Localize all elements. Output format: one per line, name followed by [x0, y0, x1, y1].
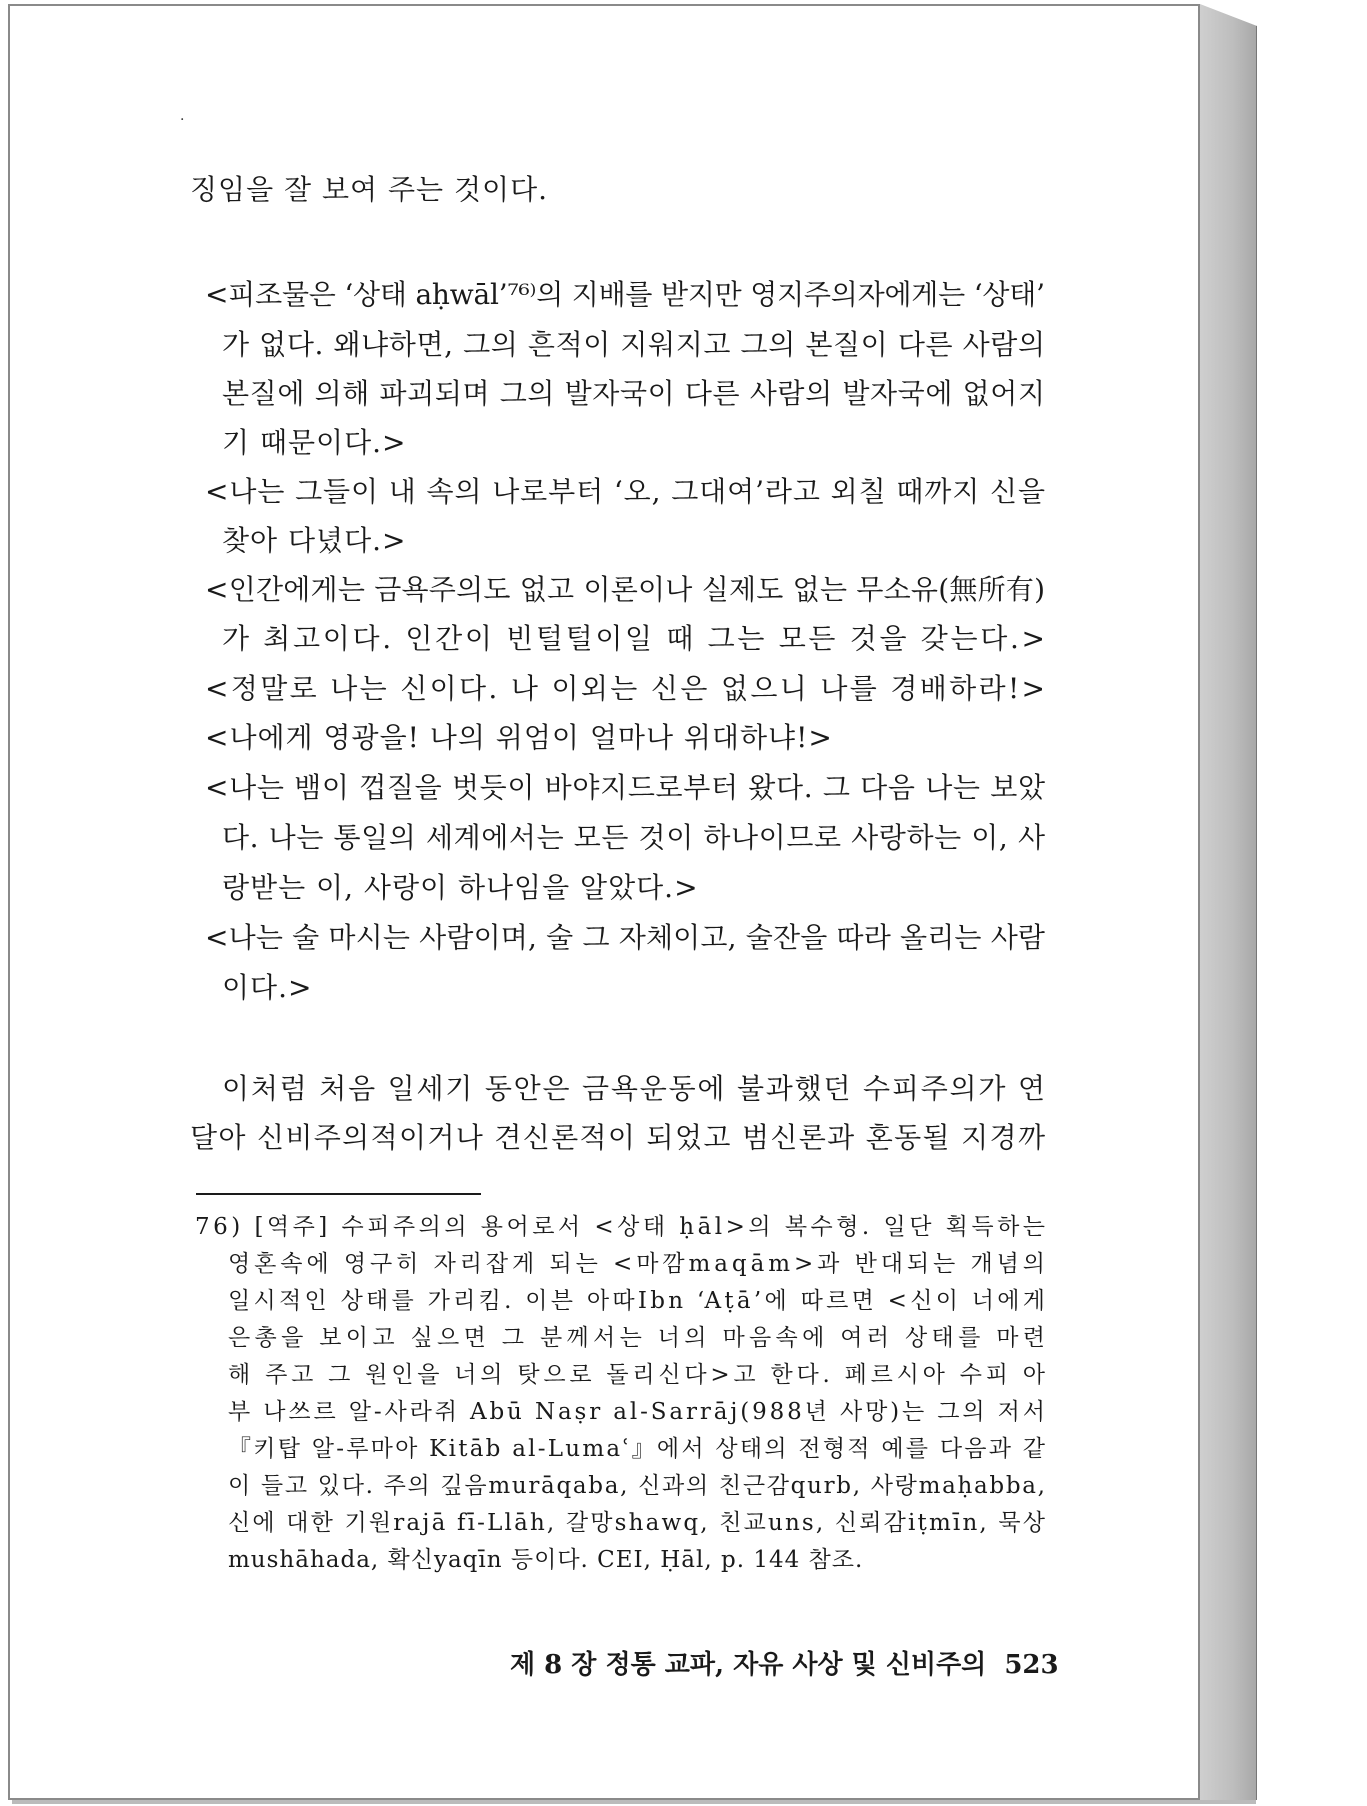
page-edge — [1200, 4, 1257, 1800]
quote-line: 찾아 다녔다.> — [222, 524, 407, 557]
page-shadow — [12, 1800, 1256, 1804]
quote-line: <정말로 나는 신이다. 나 이외는 신은 없으니 나를 경배하라!> — [205, 672, 1048, 705]
running-footer — [510, 1648, 1059, 1682]
footnote-line: 영혼속에 영구히 자리잡게 되는 <마깜maqām>과 반대되는 개념의 — [228, 1251, 1049, 1277]
footnote-line: 신에 대한 기원rajā fī-Llāh, 갈망shawq, 친교uns, 신뢰감iṭmīn, 묵상 — [228, 1510, 1048, 1536]
quote-line: <나는 그들이 내 속의 나로부터 ‘오, 그대여’라고 외칠 때까지 신을 — [205, 475, 1046, 508]
quote-line: 본질에 의해 파괴되며 그의 발자국이 다른 사람의 발자국에 없어지 — [222, 377, 1046, 410]
footnote-line: 은총을 보이고 싶으면 그 분께서는 너의 마음속에 여러 상태를 마련 — [228, 1325, 1050, 1351]
quote-line: 가 최고이다. 인간이 빈털털이일 때 그는 모든 것을 갖는다.> — [222, 622, 1048, 655]
quote-line: <인간에게는 금욕주의도 없고 이론이나 실제도 없는 무소유(無所有) — [205, 573, 1046, 606]
quote-line: <피조물은 ‘상태 aḥwāl’⁷⁶⁾의 지배를 받지만 영지주의자에게는 ‘상태’ — [205, 278, 1045, 311]
quote-line: 랑받는 이, 사랑이 하나임을 알았다.> — [222, 871, 699, 904]
chapter-title: 제 8 장 정통 교파, 자유 사상 및 신비주의 — [510, 1650, 987, 1680]
footnote-line: 해 주고 그 원인을 너의 탓으로 돌리신다>고 한다. 페르시아 수피 아 — [228, 1362, 1049, 1388]
footnote-line: mushāhada, 확신yaqīn 등이다. CEI, Ḥāl, p. 144 참조. — [228, 1547, 864, 1573]
paragraph-line: 달아 신비주의적이거나 견신론적이 되었고 범신론과 혼동될 지경까 — [190, 1121, 1047, 1154]
quote-line: 이다.> — [222, 971, 313, 1004]
scan-speck: · — [180, 112, 185, 128]
footnote-line: 이 들고 있다. 주의 깊음murāqaba, 신과의 친근감qurb, 사랑maḥabba, — [228, 1473, 1047, 1499]
quote-line: 기 때문이다.> — [222, 426, 407, 459]
quote-line: 다. 나는 통일의 세계에서는 모든 것이 하나이므로 사랑하는 이, 사 — [222, 821, 1046, 854]
footnote-line: 『키탑 알-루마아 Kitāb al-Lumaʿ』에서 상태의 전형적 예를 다음과 같 — [228, 1436, 1048, 1462]
footnote-line: 76) [역주] 수피주의의 용어로서 <상태 ḥāl>의 복수형. 일단 획득하는 — [195, 1214, 1049, 1240]
quote-line: <나에게 영광을! 나의 위엄이 얼마나 위대하냐!> — [205, 721, 833, 754]
footnote-line: 일시적인 상태를 가리킴. 이븐 아따Ibn ‘Aṭā’에 따르면 <신이 너에게 — [228, 1288, 1049, 1314]
quote-line: <나는 뱀이 껍질을 벗듯이 바야지드로부터 왔다. 그 다음 나는 보았 — [205, 771, 1046, 804]
page-number: 523 — [1004, 1650, 1059, 1680]
body-line: 징임을 잘 보여 주는 것이다. — [190, 173, 549, 206]
quote-line: 가 없다. 왜냐하면, 그의 흔적이 지워지고 그의 본질이 다른 사람의 — [222, 328, 1046, 361]
quote-line: <나는 술 마시는 사람이며, 술 그 자체이고, 술잔을 따라 올리는 사람 — [205, 921, 1046, 954]
footnote-rule — [196, 1193, 481, 1195]
footnote-line: 부 나쓰르 알-사라쥐 Abū Naṣr al-Sarrāj(988년 사망)는 그의 저서 — [228, 1399, 1048, 1425]
paragraph-line: 이처럼 처음 일세기 동안은 금욕운동에 불과했던 수피주의가 연 — [222, 1072, 1047, 1105]
